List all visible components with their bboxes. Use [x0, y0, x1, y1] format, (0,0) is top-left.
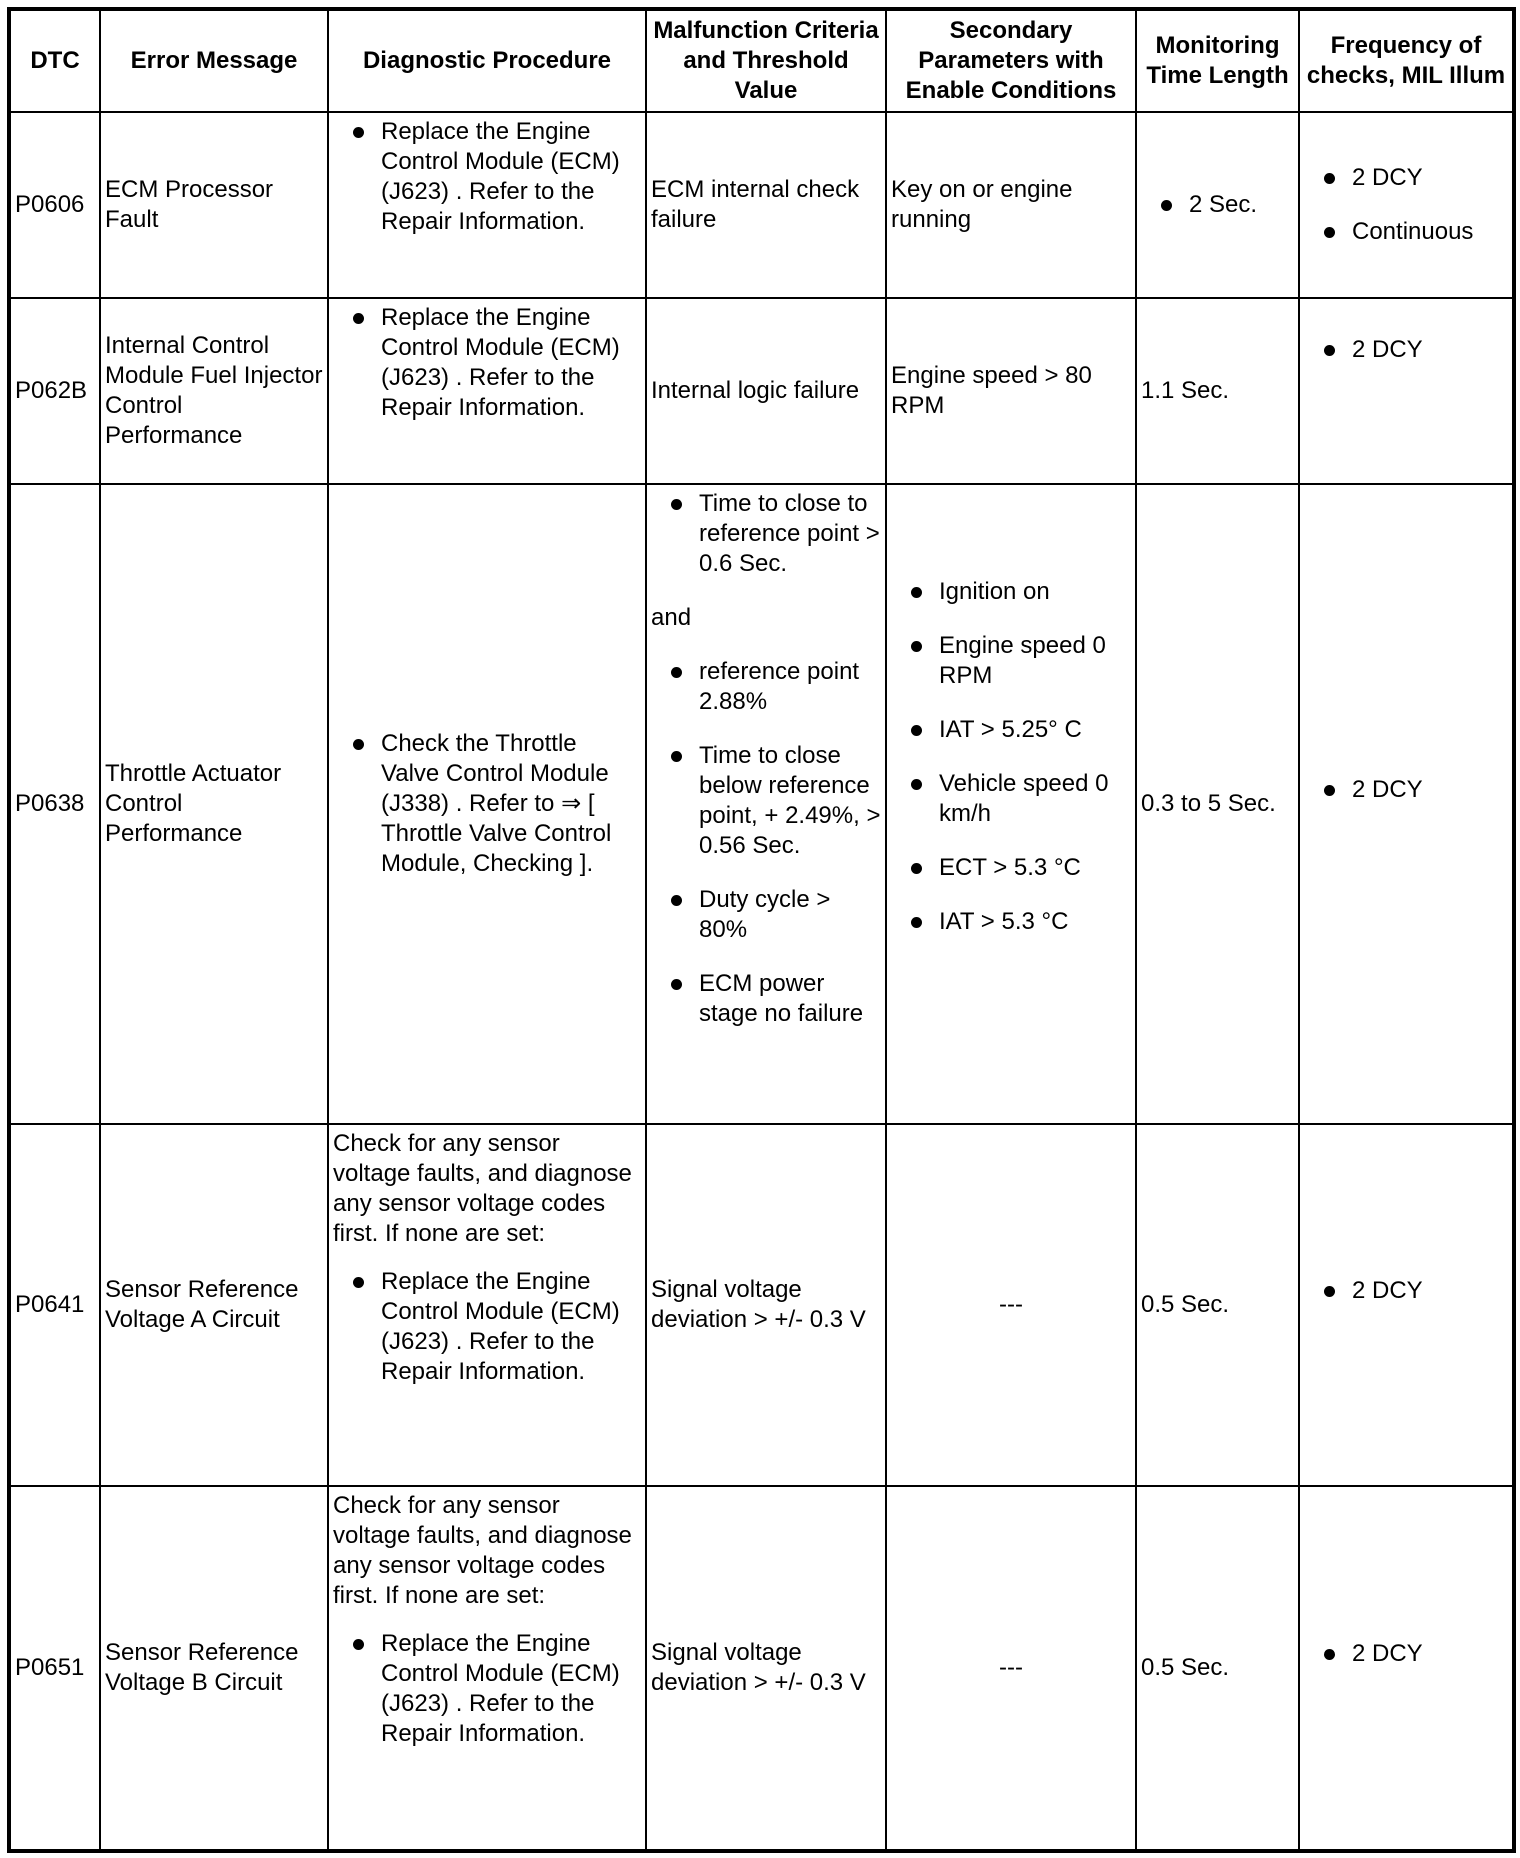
frequency	[1299, 298, 1514, 484]
diagnostic-procedure	[328, 484, 646, 1124]
secondary-parameters: Key on or engine running	[886, 112, 1136, 298]
monitoring-time: 0.5 Sec.	[1136, 1486, 1299, 1851]
header-error-message: Error Message	[100, 9, 328, 112]
error-message: Internal Control Module Fuel Injector Control Performance	[100, 298, 328, 484]
list-item: 2 DCY	[1304, 1276, 1508, 1306]
monitoring-time: 0.3 to 5 Sec.	[1136, 484, 1299, 1124]
diagnostic-procedure	[328, 298, 646, 484]
dtc-table-wrapper	[7, 7, 1516, 1853]
header-frequency: Frequency of checks, MIL Illum	[1299, 9, 1514, 112]
error-message: ECM Processor Fault	[100, 112, 328, 298]
monitoring-time: 0.5 Sec.	[1136, 1124, 1299, 1486]
error-message: Sensor Reference Voltage A Circuit	[100, 1124, 328, 1486]
dtc-code: P0606	[9, 112, 100, 298]
frequency	[1299, 1124, 1514, 1486]
list-item: Replace the Engine Control Module (ECM) (J623) . Refer to the Repair Information.	[333, 117, 641, 237]
list-item: Replace the Engine Control Module (ECM) (J623) . Refer to the Repair Information.	[333, 303, 641, 423]
header-dtc: DTC	[9, 9, 100, 112]
secondary-parameters: ---	[886, 1486, 1136, 1851]
header-secondary-parameters: Secondary Parameters with Enable Conditions	[886, 9, 1136, 112]
table-row	[9, 484, 1514, 1124]
secondary-parameters: ---	[886, 1124, 1136, 1486]
list-item: Time to close to reference point > 0.6 Sec.	[651, 489, 881, 579]
list-item: Replace the Engine Control Module (ECM) (J623) . Refer to the Repair Information.	[333, 1267, 641, 1387]
malfunction-criteria: Internal logic failure	[646, 298, 886, 484]
frequency	[1299, 484, 1514, 1124]
secondary-parameters	[886, 484, 1136, 1124]
list-item: 2 DCY	[1304, 163, 1508, 193]
error-message: Throttle Actuator Control Performance	[100, 484, 328, 1124]
list-item: Vehicle speed 0 km/h	[891, 769, 1131, 829]
monitoring-time	[1136, 112, 1299, 298]
monitoring-time: 1.1 Sec.	[1136, 298, 1299, 484]
list-item: reference point 2.88%	[651, 657, 881, 717]
list-item: Time to close below reference point, + 2.49%, > 0.56 Sec.	[651, 741, 881, 861]
and-connector: and	[651, 604, 692, 631]
malfunction-criteria	[646, 484, 886, 1124]
header-diagnostic-procedure: Diagnostic Procedure	[328, 9, 646, 112]
malfunction-criteria: Signal voltage deviation > +/- 0.3 V	[646, 1124, 886, 1486]
list-item: ECT > 5.3 °C	[891, 853, 1131, 883]
diagnostic-intro: Check for any sensor voltage faults, and diagnose any sensor voltage codes first. If none are set:	[333, 1492, 632, 1609]
dtc-code: P062B	[9, 298, 100, 484]
dtc-code: P0651	[9, 1486, 100, 1851]
list-item: 2 DCY	[1304, 1639, 1508, 1669]
diagnostic-procedure	[328, 1124, 646, 1486]
malfunction-criteria: Signal voltage deviation > +/- 0.3 V	[646, 1486, 886, 1851]
list-item: Replace the Engine Control Module (ECM) (J623) . Refer to the Repair Information.	[333, 1629, 641, 1749]
list-item: IAT > 5.25° C	[891, 715, 1131, 745]
diagnostic-procedure	[328, 112, 646, 298]
list-item: Ignition on	[891, 577, 1131, 607]
table-row	[9, 298, 1514, 484]
list-item: IAT > 5.3 °C	[891, 907, 1131, 937]
malfunction-criteria: ECM internal check failure	[646, 112, 886, 298]
secondary-parameters: Engine speed > 80 RPM	[886, 298, 1136, 484]
header-monitoring-time: Monitoring Time Length	[1136, 9, 1299, 112]
dtc-code: P0641	[9, 1124, 100, 1486]
dtc-table	[7, 7, 1516, 1853]
list-item: 2 Sec.	[1141, 190, 1294, 220]
list-item: Duty cycle > 80%	[651, 885, 881, 945]
list-item: Engine speed 0 RPM	[891, 631, 1131, 691]
header-malfunction-criteria: Malfunction Criteria and Threshold Value	[646, 9, 886, 112]
header-row	[9, 9, 1514, 112]
list-item: 2 DCY	[1304, 335, 1508, 365]
frequency	[1299, 112, 1514, 298]
diagnostic-procedure	[328, 1486, 646, 1851]
table-row	[9, 1486, 1514, 1851]
dtc-code: P0638	[9, 484, 100, 1124]
list-item: ECM power stage no failure	[651, 969, 881, 1029]
error-message: Sensor Reference Voltage B Circuit	[100, 1486, 328, 1851]
list-item: Continuous	[1304, 217, 1508, 247]
list-item: 2 DCY	[1304, 775, 1508, 805]
diagnostic-intro: Check for any sensor voltage faults, and diagnose any sensor voltage codes first. If none are set:	[333, 1130, 632, 1247]
table-row	[9, 1124, 1514, 1486]
frequency	[1299, 1486, 1514, 1851]
table-row	[9, 112, 1514, 298]
list-item: Check the Throttle Valve Control Module (J338) . Refer to ⇒ [ Throttle Valve Control Module, Checking ].	[333, 729, 641, 879]
